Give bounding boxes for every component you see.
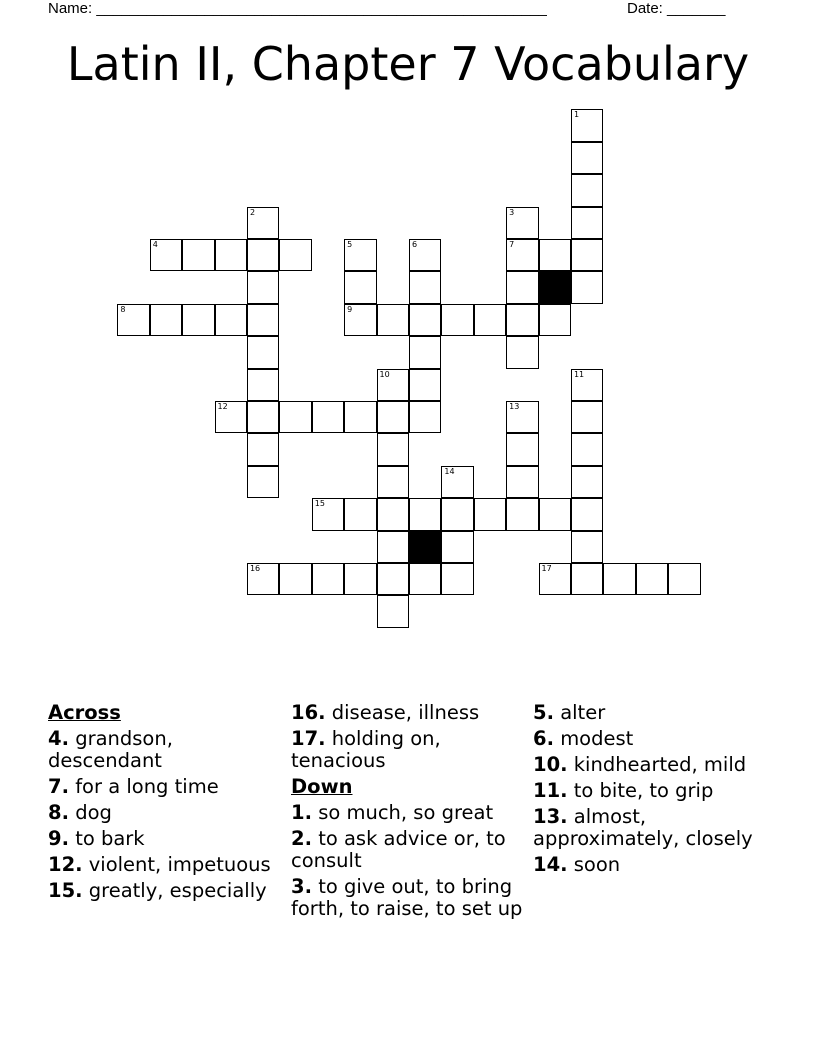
clue-column-2 [291, 702, 523, 924]
clue-across: 9. to bark [48, 827, 145, 850]
clue-number: 9 [347, 304, 353, 314]
grid-cell[interactable] [215, 239, 247, 271]
clue-across: 7. for a long time [48, 775, 219, 798]
down-heading: Down [291, 775, 353, 798]
grid-cell[interactable] [377, 466, 409, 498]
grid-cell[interactable] [571, 239, 603, 271]
grid-cell[interactable] [344, 304, 376, 336]
grid-cell[interactable] [571, 401, 603, 433]
grid-cell[interactable] [409, 336, 441, 368]
grid-cell[interactable] [409, 369, 441, 401]
grid-cell[interactable] [344, 563, 376, 595]
grid-cell[interactable] [182, 304, 214, 336]
grid-cell[interactable] [441, 563, 473, 595]
clue-number: 17 [541, 563, 552, 573]
grid-cell[interactable] [312, 563, 344, 595]
clue-across: 4. grandson, descendant [48, 727, 173, 772]
clue-number: 12 [217, 401, 228, 411]
grid-cell[interactable] [603, 563, 635, 595]
grid-cell[interactable] [539, 498, 571, 530]
grid-cell[interactable] [474, 304, 506, 336]
clue-across: 15. greatly, especially [48, 879, 267, 902]
black-square [539, 271, 571, 303]
clue-down: 1. so much, so great [291, 801, 494, 824]
grid-cell[interactable] [312, 498, 344, 530]
grid-cell[interactable] [247, 271, 279, 303]
clue-number: 7 [509, 239, 515, 249]
clue-number: 14 [444, 466, 455, 476]
grid-cell[interactable] [441, 466, 473, 498]
grid-cell[interactable] [344, 239, 376, 271]
grid-cell[interactable] [539, 304, 571, 336]
clue-down: 2. to ask advice or, to consult [291, 827, 506, 872]
clue-number: 3 [509, 207, 515, 217]
grid-cell[interactable] [279, 563, 311, 595]
clue-down: 10. kindhearted, mild [533, 753, 747, 776]
grid-cell[interactable] [506, 401, 538, 433]
grid-cell[interactable] [571, 563, 603, 595]
grid-cell[interactable] [215, 304, 247, 336]
grid-cell[interactable] [344, 498, 376, 530]
name-field[interactable]: Name: ______________________________________________________ [48, 0, 547, 17]
grid-cell[interactable] [571, 271, 603, 303]
date-field[interactable]: Date: _______ [627, 0, 726, 17]
clue-column-3 [533, 702, 765, 880]
grid-cell[interactable] [247, 239, 279, 271]
grid-cell[interactable] [377, 433, 409, 465]
grid-cell[interactable] [377, 369, 409, 401]
grid-cell[interactable] [668, 563, 700, 595]
grid-cell[interactable] [344, 271, 376, 303]
across-heading: Across [48, 701, 121, 724]
grid-cell[interactable] [506, 466, 538, 498]
grid-cell[interactable] [441, 498, 473, 530]
grid-cell[interactable] [409, 563, 441, 595]
clue-down: 14. soon [533, 853, 621, 876]
grid-cell[interactable] [571, 369, 603, 401]
grid-cell[interactable] [377, 304, 409, 336]
grid-cell[interactable] [409, 271, 441, 303]
grid-cell[interactable] [539, 563, 571, 595]
grid-cell[interactable] [247, 369, 279, 401]
clue-column-1 [48, 702, 280, 906]
grid-cell[interactable] [474, 498, 506, 530]
clue-number: 6 [411, 239, 418, 249]
grid-cell[interactable] [344, 401, 376, 433]
clue-across: 12. violent, impetuous [48, 853, 271, 876]
grid-cell[interactable] [117, 304, 149, 336]
grid-cell[interactable] [571, 498, 603, 530]
grid-cell[interactable] [247, 466, 279, 498]
grid-cell[interactable] [247, 336, 279, 368]
grid-cell[interactable] [409, 401, 441, 433]
clue-number: 1 [573, 110, 580, 120]
clue-number: 5 [347, 239, 353, 249]
black-square [409, 531, 441, 563]
grid-cell[interactable] [409, 304, 441, 336]
grid-cell[interactable] [571, 142, 603, 174]
clue-across: 17. holding on, tenacious [291, 727, 441, 772]
grid-cell[interactable] [571, 174, 603, 206]
clue-down: 5. alter [533, 701, 606, 724]
grid-cell[interactable] [506, 207, 538, 239]
clue-number: 13 [509, 401, 520, 411]
grid-cell[interactable] [506, 271, 538, 303]
grid-cell[interactable] [247, 563, 279, 595]
grid-cell[interactable] [571, 109, 603, 141]
grid-cell[interactable] [441, 531, 473, 563]
clue-number: 11 [573, 369, 585, 379]
grid-cell[interactable] [247, 401, 279, 433]
grid-cell[interactable] [506, 433, 538, 465]
grid-cell[interactable] [247, 304, 279, 336]
clue-number: 8 [120, 304, 126, 314]
clue-across: 8. dog [48, 801, 112, 824]
clue-number: 16 [249, 563, 261, 573]
grid-cell[interactable] [506, 239, 538, 271]
grid-cell[interactable] [279, 239, 311, 271]
grid-cell[interactable] [571, 466, 603, 498]
grid-cell[interactable] [279, 401, 311, 433]
grid-cell[interactable] [636, 563, 668, 595]
grid-cell[interactable] [215, 401, 247, 433]
page-title: Latin II, Chapter 7 Vocabulary [66, 37, 750, 91]
clue-number: 2 [249, 207, 256, 217]
grid-cell[interactable] [150, 304, 182, 336]
grid-cell[interactable] [506, 304, 538, 336]
grid-cell[interactable] [441, 304, 473, 336]
grid-cell[interactable] [247, 433, 279, 465]
grid-cell[interactable] [506, 498, 538, 530]
clue-down: 3. to give out, to bring forth, to raise, to set up [291, 875, 523, 920]
clue-number: 15 [314, 499, 325, 509]
clue-number: 10 [379, 369, 390, 379]
grid-cell[interactable] [539, 239, 571, 271]
grid-cell[interactable] [377, 401, 409, 433]
grid-cell[interactable] [506, 336, 538, 368]
clue-down: 13. almost, approximately, closely [533, 805, 753, 850]
grid-cell[interactable] [150, 239, 182, 271]
grid-cell[interactable] [377, 563, 409, 595]
clue-down: 11. to bite, to grip [533, 779, 714, 802]
clue-down: 6. modest [533, 727, 634, 750]
grid-cell[interactable] [377, 498, 409, 530]
grid-cell[interactable] [409, 239, 441, 271]
grid-cell[interactable] [377, 531, 409, 563]
grid-cell[interactable] [312, 401, 344, 433]
grid-cell[interactable] [247, 207, 279, 239]
grid-cell[interactable] [571, 531, 603, 563]
grid-cell[interactable] [571, 207, 603, 239]
grid-cell[interactable] [409, 498, 441, 530]
grid-cell[interactable] [571, 433, 603, 465]
grid-cell[interactable] [182, 239, 214, 271]
grid-cell[interactable] [377, 595, 409, 627]
clue-number: 4 [152, 239, 158, 249]
clue-across: 16. disease, illness [291, 701, 480, 724]
